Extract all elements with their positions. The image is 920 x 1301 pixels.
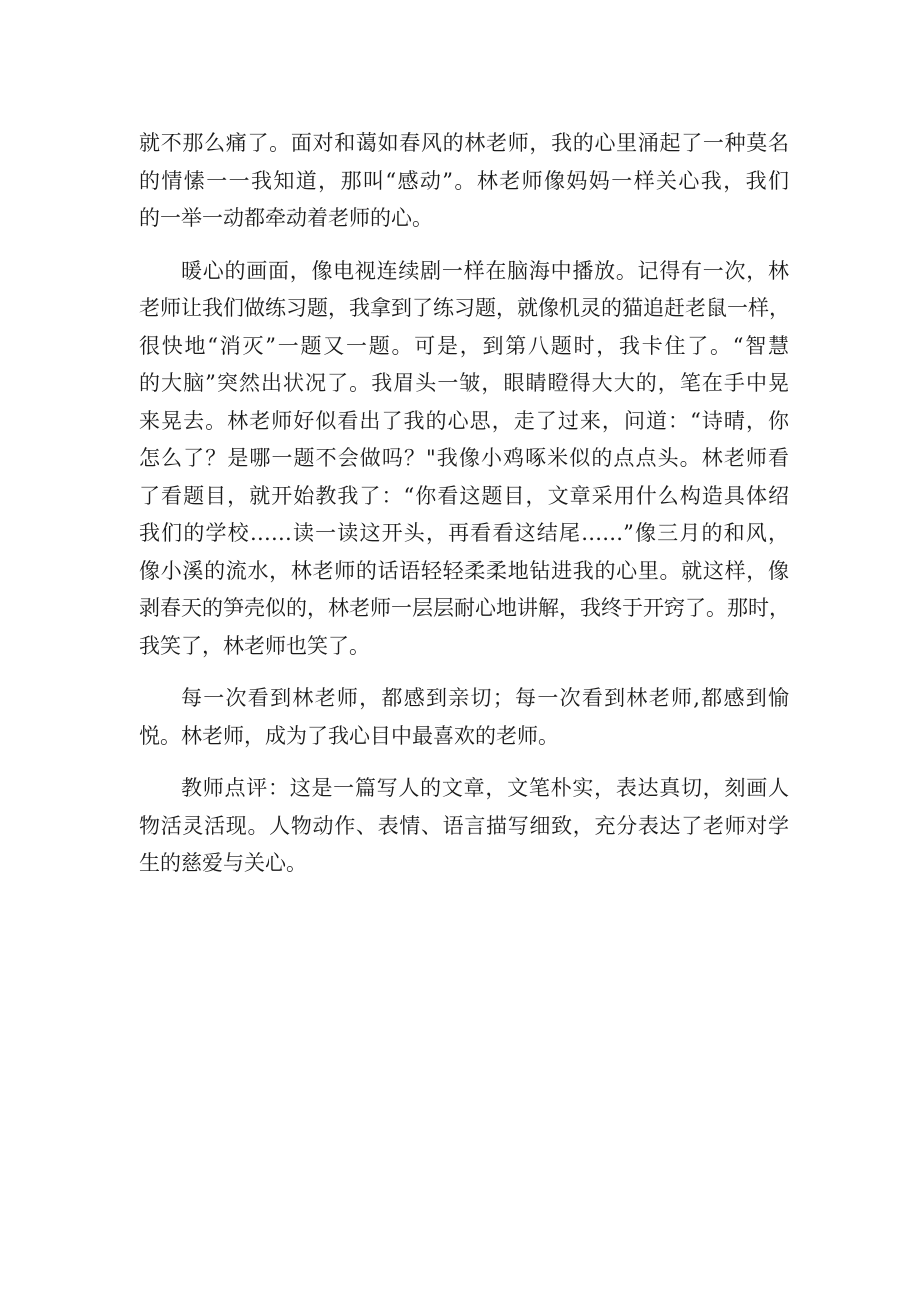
paragraph-1-line-2: 的情愫一一我知道，那叫“感动”。林老师像妈妈一样关心我，我们: [139, 168, 789, 193]
paragraph-3: [139, 680, 789, 755]
paragraph-2: [139, 253, 789, 666]
paragraph-2-line-5: 来晃去。林老师好似看出了我的心思，走了过来，问道：“诗晴，你: [139, 408, 789, 433]
paragraph-4-line-2: 物活灵活现。人物动作、表情、语言描写细致，充分表达了老师对学: [139, 813, 789, 838]
paragraph-1-line-1: 就不那么痛了。面对和蔼如春风的林老师，我的心里涌起了一种莫名: [139, 131, 789, 155]
paragraph-2-line-9: 像小溪的流水，林老师的话语轻轻柔柔地钻进我的心里。就这样，像: [139, 558, 789, 583]
paragraph-4-line-1: 教师点评：这是一篇写人的文章，文笔朴实，表达真切，刻画人: [181, 776, 789, 800]
paragraph-1-line-3: 的一举一动都牵动着老师的心。: [139, 206, 433, 230]
paragraph-1: [139, 125, 789, 238]
paragraph-4-line-3: 生的慈爱与关心。: [139, 851, 307, 875]
paragraph-2-line-10: 剥春天的笋壳似的，林老师一层层耐心地讲解，我终于开窍了。那时，: [139, 596, 790, 620]
paragraph-2-line-8: 我们的学校……读一读这开头，再看看这结尾……”像三月的和风，: [139, 521, 789, 545]
paragraph-3-line-2: 悦。林老师，成为了我心目中最喜欢的老师。: [139, 723, 559, 748]
paragraph-2-line-4: 的大脑”突然出状况了。我眉头一皱，眼睛瞪得大大的，笔在手中晃: [139, 371, 789, 395]
paragraph-2-line-1: 暖心的画面，像电视连续剧一样在脑海中播放。记得有一次，林: [181, 258, 789, 283]
paragraph-2-line-3: 很快地“消灭”一题又一题。可是，到第八题时，我卡住了。“智慧: [139, 333, 789, 358]
paragraph-2-line-2: 老师让我们做练习题，我拿到了练习题，就像机灵的猫追赶老鼠一样，: [139, 296, 790, 320]
paragraph-2-line-11: 我笑了，林老师也笑了。: [139, 633, 370, 658]
paragraph-2-line-7: 了看题目，就开始教我了：“你看这题目，文章采用什么构造具体绍: [139, 483, 789, 508]
paragraph-4: [139, 770, 789, 883]
paragraph-3-line-1: 每一次看到林老师，都感到亲切；每一次看到林老师,都感到愉: [181, 686, 789, 710]
document-body: [139, 125, 789, 898]
paragraph-2-line-6: 怎么了？是哪一题不会做吗？"我像小鸡啄米似的点点头。林老师看: [139, 446, 789, 470]
